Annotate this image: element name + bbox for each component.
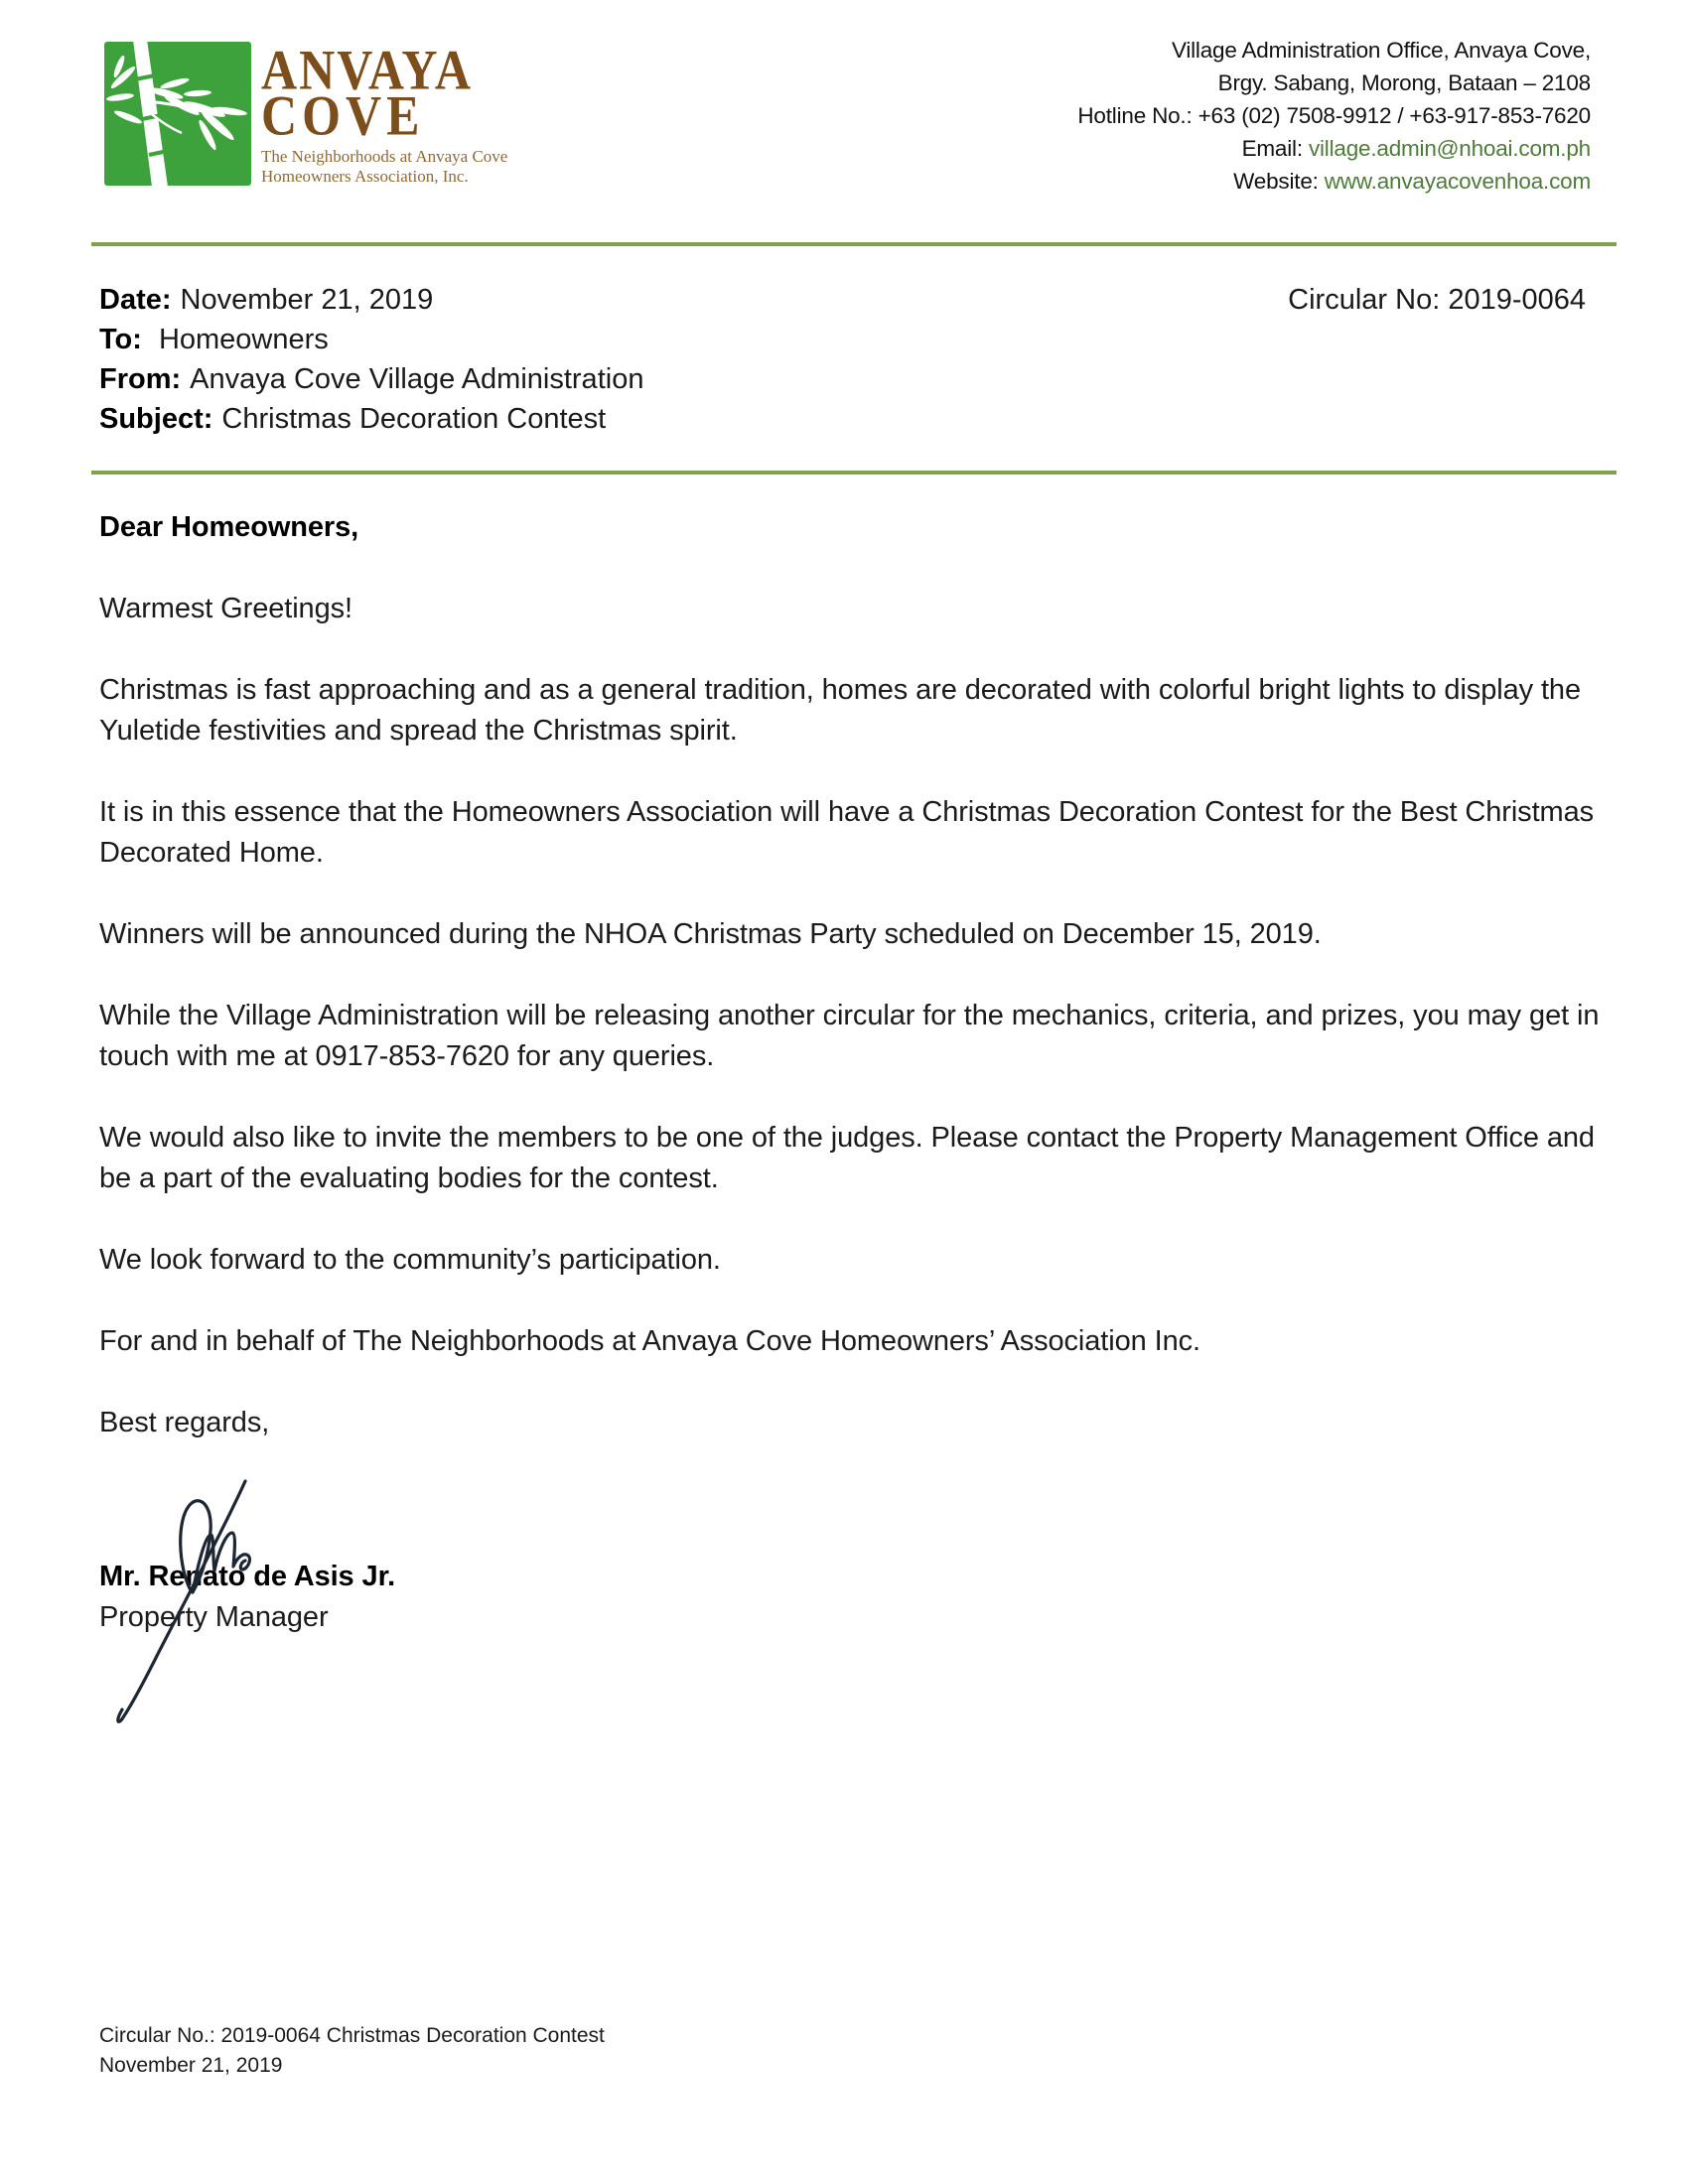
date-value: November 21, 2019: [180, 284, 434, 316]
date-label: Date:: [99, 284, 172, 316]
paragraph-2: It is in this essence that the Homeowners Association will have a Christmas Decoration Contest for the Best Christmas Decorated Home.: [99, 796, 1595, 869]
subject-label: Subject:: [99, 403, 213, 435]
divider-meta: [91, 471, 1617, 475]
to-value: Homeowners: [158, 324, 329, 355]
address-line-email: [1077, 132, 1591, 165]
footer-circular-line: Circular No.: 2019-0064 Christmas Decoration Contest: [99, 2024, 605, 2047]
circular-number: Circular No: 2019-0064: [1288, 284, 1586, 316]
paragraph-5: We would also like to invite the members to be one of the judges. Please contact the Property Management Office and be a part of the evaluating bodies for the contest.: [99, 1122, 1595, 1194]
footer-date-line: November 21, 2019: [99, 2054, 283, 2077]
greeting: Warmest Greetings!: [99, 593, 352, 624]
meta-subject: [99, 399, 643, 439]
divider-header: [91, 242, 1617, 246]
meta-to: [99, 320, 643, 359]
signer-name: Mr. Renato de Asis Jr.: [99, 1561, 396, 1592]
subject-value: Christmas Decoration Contest: [221, 403, 607, 435]
logo-tagline-line1: The Neighborhoods at Anvaya Cove: [261, 147, 508, 166]
logo: [104, 40, 507, 187]
letter-body: [99, 507, 1605, 1638]
closing-phrase: Best regards,: [99, 1407, 270, 1438]
bamboo-logo-icon: [104, 40, 251, 187]
logo-tagline-line2: Homeowners Association, Inc.: [261, 167, 469, 186]
email-link[interactable]: village.admin@nhoai.com.ph: [1308, 136, 1591, 161]
paragraph-6: We look forward to the community’s participation.: [99, 1244, 721, 1276]
paragraph-7: For and in behalf of The Neighborhoods at Anvaya Cove Homeowners’ Association Inc.: [99, 1325, 1200, 1357]
email-label: Email:: [1241, 136, 1309, 161]
from-value: Anvaya Cove Village Administration: [190, 363, 644, 395]
logo-title-anvaya: ANVAYA: [261, 38, 474, 102]
address-line-office: Village Administration Office, Anvaya Cove,: [1171, 38, 1591, 63]
letter-footer: [99, 2021, 605, 2081]
meta-from: [99, 359, 643, 399]
address-line-website: [1077, 165, 1591, 198]
letter-meta: [99, 280, 643, 439]
address-line-hotline: Hotline No.: +63 (02) 7508-9912 / +63-917-853-7620: [1077, 103, 1591, 128]
salutation: Dear Homeowners,: [99, 511, 359, 543]
logo-title-cove: COVE: [261, 83, 425, 148]
paragraph-1: Christmas is fast approaching and as a general tradition, homes are decorated with colorful bright lights to display the Yuletide festivities and spread the Christmas spirit.: [99, 674, 1581, 747]
to-label: To:: [99, 324, 142, 355]
website-label: Website:: [1233, 169, 1325, 194]
office-address-block: [1077, 34, 1591, 198]
signature: [107, 1473, 256, 1731]
address-line-barangay: Brgy. Sabang, Morong, Bataan – 2108: [1217, 70, 1591, 95]
meta-date: [99, 280, 643, 320]
logo-text: [261, 40, 507, 187]
from-label: From:: [99, 363, 182, 395]
website-link[interactable]: www.anvayacovenhoa.com: [1324, 169, 1591, 194]
paragraph-3: Winners will be announced during the NHOA Christmas Party scheduled on December 15, 2019.: [99, 918, 1322, 950]
signer-title: Property Manager: [99, 1601, 329, 1633]
paragraph-4: While the Village Administration will be releasing another circular for the mechanics, criteria, and prizes, you may get in touch with me at 0917-853-7620 for any queries.: [99, 1000, 1600, 1072]
